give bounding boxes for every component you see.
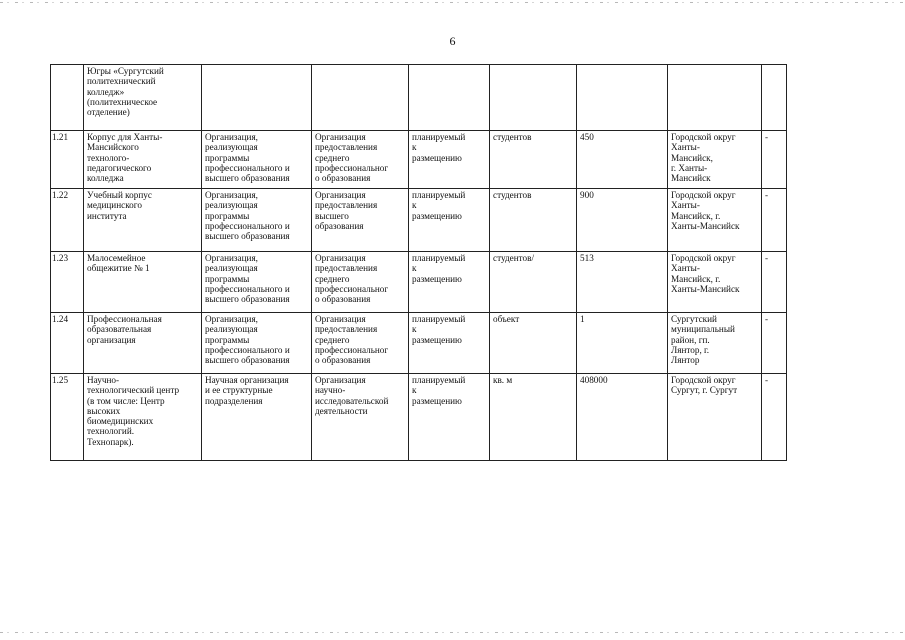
cell-zone: - [762, 189, 787, 252]
cell-org: Организация, реализующая программы профессионального и высшего образования [202, 131, 312, 189]
cell-status: планируемый к размещению [409, 189, 490, 252]
cell-name: Корпус для Ханты- Мансийского технолого- педагогического колледжа [84, 131, 202, 189]
cell-capacity [577, 65, 668, 131]
cell-org: Организация, реализующая программы профессионального и высшего образования [202, 313, 312, 374]
cell-location: Городской округ Ханты- Мансийск, г. Ханты- Мансийск [668, 131, 762, 189]
page-number: 6 [449, 34, 456, 48]
cell-capacity: 1 [577, 313, 668, 374]
cell-name: Малосемейное общежитие № 1 [84, 252, 202, 313]
cell-unit: объект [490, 313, 577, 374]
table-row [51, 313, 787, 374]
cell-location: Городской округ Ханты- Мансийск, г. Ханты-Мансийск [668, 189, 762, 252]
cell-num: 1.21 [51, 131, 84, 189]
cell-capacity: 450 [577, 131, 668, 189]
cell-unit: студентов/ [490, 252, 577, 313]
cell-location: Сургутский муниципальный район, гп. Лянтор, г. Лянтор [668, 313, 762, 374]
cell-org [202, 65, 312, 131]
cell-location [668, 65, 762, 131]
cell-purpose: Организация предоставления среднего профессиональног о образования [312, 313, 409, 374]
cell-status: планируемый к размещению [409, 374, 490, 461]
cell-zone: - [762, 131, 787, 189]
cell-purpose: Организация предоставления среднего профессиональног о образования [312, 131, 409, 189]
cell-status: планируемый к размещению [409, 252, 490, 313]
cell-purpose [312, 65, 409, 131]
cell-num: 1.23 [51, 252, 84, 313]
cell-purpose: Организация предоставления высшего образования [312, 189, 409, 252]
table-row [51, 189, 787, 252]
cell-num [51, 65, 84, 131]
cell-zone: - [762, 313, 787, 374]
cell-purpose: Организация предоставления среднего профессиональног о образования [312, 252, 409, 313]
cell-num: 1.25 [51, 374, 84, 461]
cell-zone: - [762, 374, 787, 461]
cell-status: планируемый к размещению [409, 313, 490, 374]
table-row [51, 65, 787, 131]
cell-unit: студентов [490, 131, 577, 189]
cell-zone [762, 65, 787, 131]
table-row [51, 252, 787, 313]
cell-unit: кв. м [490, 374, 577, 461]
cell-capacity: 900 [577, 189, 668, 252]
cell-location: Городской округ Ханты- Мансийск, г. Ханты-Мансийск [668, 252, 762, 313]
cell-zone: - [762, 252, 787, 313]
table-row [51, 131, 787, 189]
cell-org: Организация, реализующая программы профессионального и высшего образования [202, 189, 312, 252]
cell-num: 1.22 [51, 189, 84, 252]
cell-name: Югры «Сургутский политехнический колледж» (политехническое отделение) [84, 65, 202, 131]
cell-num: 1.24 [51, 313, 84, 374]
cell-capacity: 513 [577, 252, 668, 313]
cell-org: Научная организация и ее структурные подразделения [202, 374, 312, 461]
cell-name: Учебный корпус медицинского института [84, 189, 202, 252]
cell-unit [490, 65, 577, 131]
cell-name: Научно- технологический центр (в том числе: Центр высоких биомедицинских технологий. Технопарк). [84, 374, 202, 461]
cell-capacity: 408000 [577, 374, 668, 461]
cell-purpose: Организация научно- исследовательской деятельности [312, 374, 409, 461]
scan-artifact-bottom [0, 632, 905, 633]
cell-status: планируемый к размещению [409, 131, 490, 189]
facilities-table [50, 64, 787, 461]
cell-org: Организация, реализующая программы профессионального и высшего образования [202, 252, 312, 313]
cell-name: Профессиональная образовательная организация [84, 313, 202, 374]
cell-unit: студентов [490, 189, 577, 252]
cell-status [409, 65, 490, 131]
table-body [51, 65, 787, 461]
table-row [51, 374, 787, 461]
cell-location: Городской округ Сургут, г. Сургут [668, 374, 762, 461]
scan-artifact-top [0, 2, 905, 3]
